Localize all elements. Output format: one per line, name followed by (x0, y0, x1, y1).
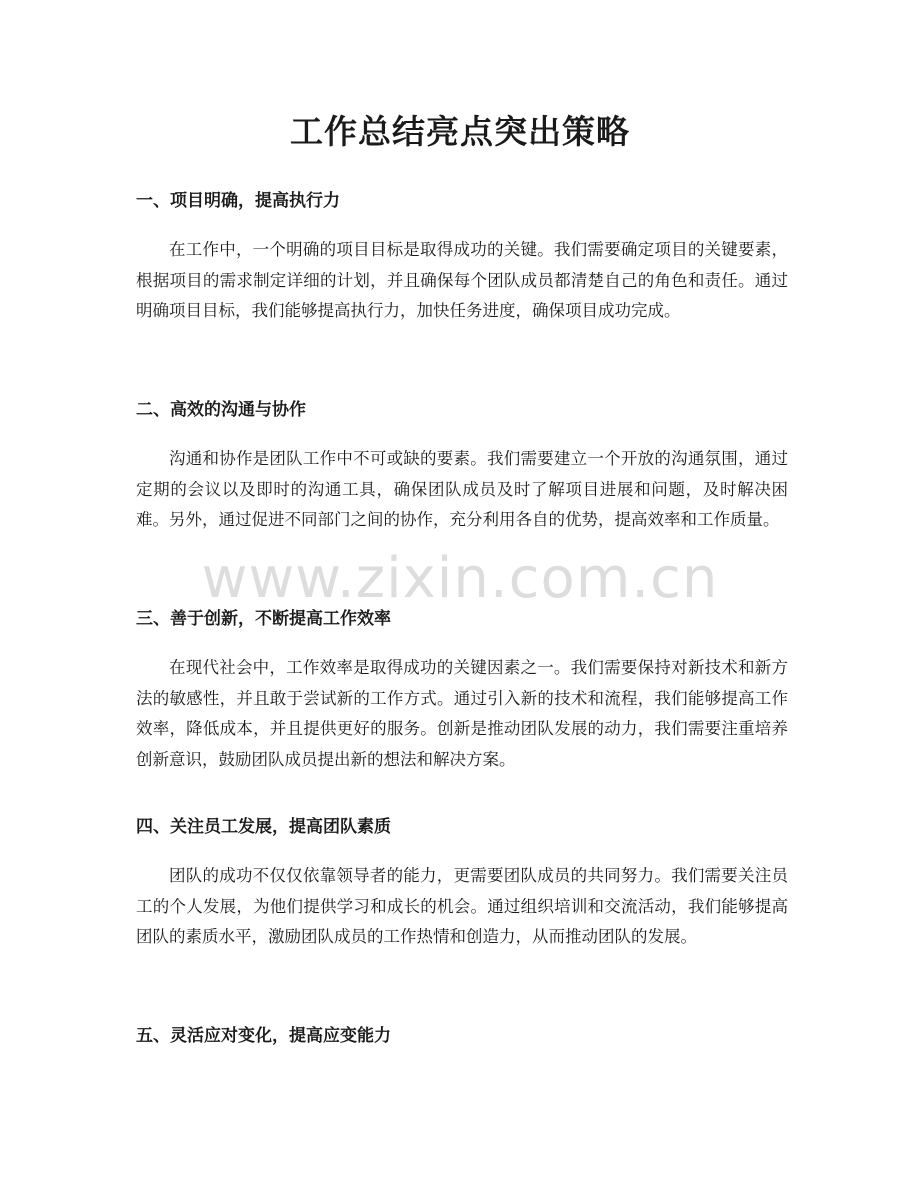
section-paragraph-1: 在工作中，一个明确的项目目标是取得成功的关键。我们需要确定项目的关键要素，根据项目的需求制定详细的计划，并且确保每个团队成员都清楚自己的角色和责任。通过明确项目目标，我们能够提高执行力，加快任务进度，确保项目成功完成。 (136, 240, 788, 320)
document-title: 工作总结亮点突出策略 (290, 112, 630, 151)
section-heading-2: 二、高效的沟通与协作 (136, 400, 306, 420)
section-heading-1: 一、项目明确，提高执行力 (136, 191, 340, 211)
section-heading-4: 四、关注员工发展，提高团队素质 (136, 817, 391, 837)
watermark: www.zixin.com.cn (201, 546, 719, 611)
section-paragraph-3: 在现代社会中，工作效率是取得成功的关键因素之一。我们需要保持对新技术和新方法的敏感性，并且敢于尝试新的工作方式。通过引入新的技术和流程，我们能够提高工作效率，降低成本，并且提供更好的服务。创新是推动团队发展的动力，我们需要注重培养创新意识，鼓励团队成员提出新的想法和解决方案。 (136, 658, 788, 769)
section-paragraph-2: 沟通和协作是团队工作中不可或缺的要素。我们需要建立一个开放的沟通氛围，通过定期的会议以及即时的沟通工具，确保团队成员及时了解项目进展和问题，及时解决困难。另外，通过促进不同部门之间的协作，充分利用各自的优势，提高效率和工作质量。 (136, 449, 788, 529)
section-paragraph-4: 团队的成功不仅仅依靠领导者的能力，更需要团队成员的共同努力。我们需要关注员工的个人发展，为他们提供学习和成长的机会。通过组织培训和交流活动，我们能够提高团队的素质水平，激励团队成员的工作热情和创造力，从而推动团队的发展。 (136, 866, 788, 946)
section-heading-3: 三、善于创新，不断提高工作效率 (136, 609, 391, 629)
section-heading-5: 五、灵活应对变化，提高应变能力 (136, 1026, 391, 1046)
